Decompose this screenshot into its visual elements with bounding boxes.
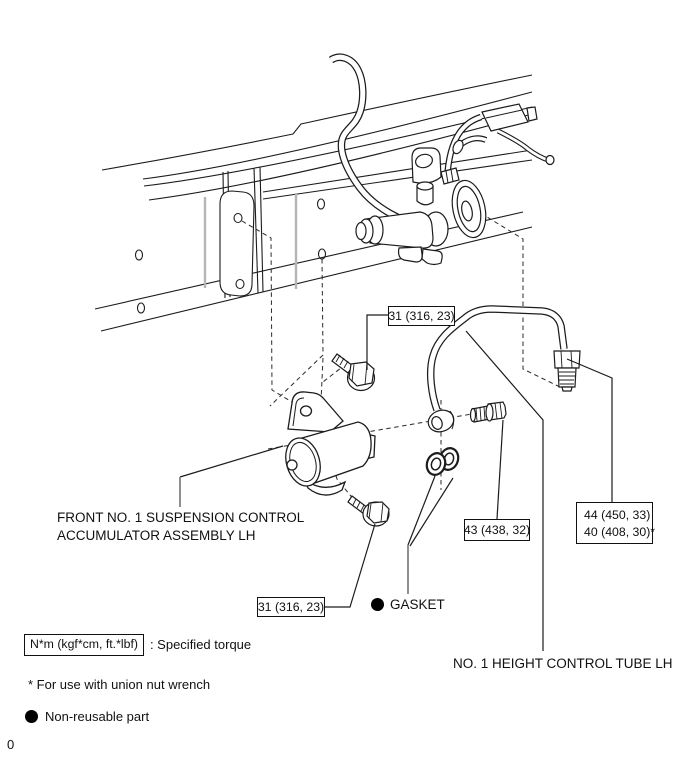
tube-union-nut: [554, 351, 580, 391]
non-reusable-note: [25, 709, 149, 724]
gasket-label: [371, 597, 445, 612]
accumulator-label-line1: FRONT NO. 1 SUSPENSION CONTROL: [57, 510, 305, 525]
torque-callout-tube-nut-line1: 44 (450, 33): [584, 508, 651, 522]
mounting-bolt-upper: [332, 354, 375, 391]
accumulator-label-line2: ACCUMULATOR ASSEMBLY LH: [57, 528, 256, 543]
torque-callout-upper-bolt: 31 (316, 23): [388, 306, 455, 326]
torque-unit-box: N*m (kgf*cm, ft.*lbf): [24, 634, 144, 656]
leader-accumulator-label: [180, 446, 283, 477]
leader-tube-label: [466, 331, 543, 651]
accumulator-label: [57, 509, 304, 545]
union-nut-note: * For use with union nut wrench: [28, 677, 211, 692]
non-reusable-note-text: Non-reusable part: [45, 709, 150, 724]
frame-mounting-plate: [220, 191, 254, 296]
leader-upper-31: [367, 315, 388, 370]
leader-43: [497, 420, 503, 519]
torque-callout-tube-nut: [576, 502, 656, 544]
bracket: [288, 392, 343, 432]
accumulator-assembly: [280, 392, 375, 495]
torque-legend-suffix: : Specified torque: [149, 637, 252, 653]
torque-callout-tube-nut-line2: 40 (408, 30)*: [584, 525, 656, 539]
bracket-hole: [301, 406, 312, 416]
leader-lower-31: [325, 524, 375, 607]
height-control-valve-assembly: [331, 57, 554, 264]
torque-callout-lower-bolt: 31 (316, 23): [257, 597, 325, 617]
mounting-bolt-lower: [348, 496, 389, 526]
gasket-rings: [424, 446, 461, 477]
plate-bolt-hole: [236, 280, 244, 289]
banjo-eye: [425, 407, 457, 436]
torque-legend: [24, 634, 251, 656]
page-number: 0: [7, 737, 15, 752]
gasket-label-text: GASKET: [390, 597, 445, 612]
union-bolt: [471, 402, 507, 422]
non-reusable-bullet-icon: [25, 710, 38, 723]
tube-label: NO. 1 HEIGHT CONTROL TUBE LH: [453, 656, 673, 671]
torque-callout-union-bolt: 43 (438, 32): [464, 519, 530, 541]
plate-bolt-hole: [234, 214, 242, 223]
face-port: [287, 460, 297, 470]
gasket-bullet-icon: [371, 598, 384, 611]
leader-gasket-label: [408, 476, 453, 546]
